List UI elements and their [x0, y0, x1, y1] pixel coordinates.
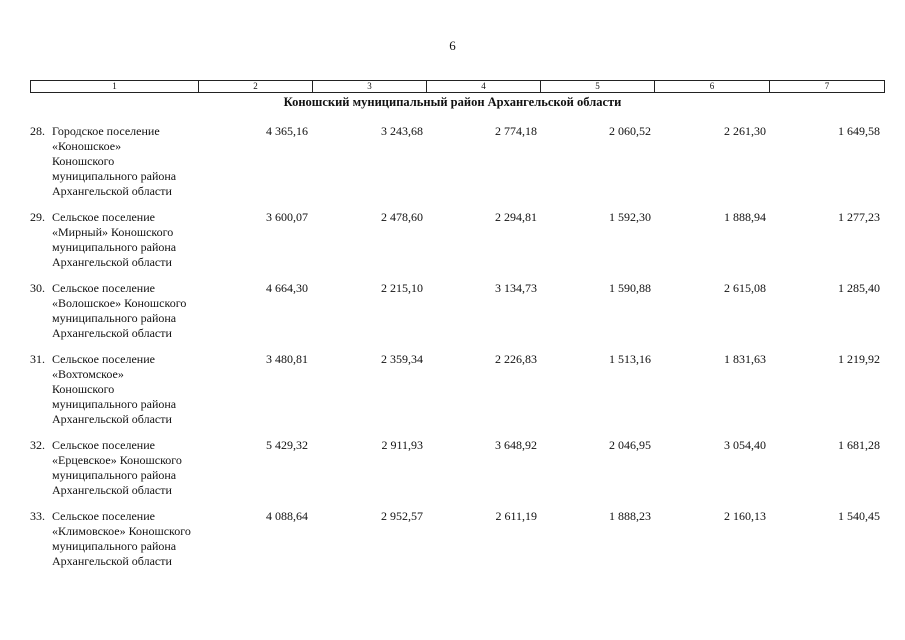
table-row: [30, 281, 884, 341]
value-col-7: 1 277,23: [838, 210, 880, 224]
settlement-name-line: муниципального района: [52, 240, 177, 254]
table-row: [30, 210, 884, 270]
value-col-4: 2 611,19: [495, 509, 537, 523]
value-col-2: 4 088,64: [266, 509, 308, 523]
settlement-name-line: «Волошское» Коношского: [52, 296, 187, 310]
settlement-name-line: Сельское поселение: [52, 438, 155, 452]
row-number: 28.: [30, 124, 45, 138]
value-col-3: 2 911,93: [381, 438, 423, 452]
table-row: [30, 124, 884, 199]
settlement-name-line: муниципального района: [52, 397, 177, 411]
row-number: 32.: [30, 438, 45, 452]
value-col-3: 2 215,10: [381, 281, 423, 295]
settlement-name-line: Архангельской области: [52, 326, 172, 340]
settlement-name-line: «Вохтомское»: [52, 367, 124, 381]
value-col-3: 3 243,68: [381, 124, 423, 138]
row-number: 30.: [30, 281, 45, 295]
column-header: 1: [31, 81, 199, 93]
value-col-6: 2 261,30: [724, 124, 766, 138]
value-col-5: 1 513,16: [609, 352, 651, 366]
settlement-name-line: муниципального района: [52, 539, 177, 553]
settlement-name-line: Сельское поселение: [52, 210, 155, 224]
value-col-5: 1 592,30: [609, 210, 651, 224]
value-col-5: 2 046,95: [609, 438, 651, 452]
settlement-name: [52, 210, 214, 270]
settlement-name-line: Архангельской области: [52, 184, 172, 198]
settlement-name-line: Сельское поселение: [52, 281, 155, 295]
table-row: [30, 438, 884, 498]
settlement-name-line: Архангельской области: [52, 412, 172, 426]
settlement-name-line: Городское поселение: [52, 124, 160, 138]
settlement-name-line: Коношского: [52, 382, 115, 396]
value-col-2: 3 480,81: [266, 352, 308, 366]
column-header: 5: [541, 81, 655, 93]
value-col-4: 2 226,83: [495, 352, 537, 366]
value-col-6: 2 615,08: [724, 281, 766, 295]
value-col-5: 1 590,88: [609, 281, 651, 295]
value-col-7: 1 540,45: [838, 509, 880, 523]
value-col-7: 1 649,58: [838, 124, 880, 138]
value-col-3: 2 478,60: [381, 210, 423, 224]
region-title: Коношский муниципальный район Архангельской области: [283, 95, 622, 109]
settlement-name: [52, 438, 214, 498]
settlement-name-line: «Коношское»: [52, 139, 122, 153]
settlement-name-line: Коношского: [52, 154, 115, 168]
settlement-name-line: «Ерцевское» Коношского: [52, 453, 182, 467]
column-header: 7: [770, 81, 885, 93]
value-col-5: 2 060,52: [609, 124, 651, 138]
settlement-name-line: Архангельской области: [52, 255, 172, 269]
value-col-2: 4 664,30: [266, 281, 308, 295]
value-col-7: 1 219,92: [838, 352, 880, 366]
table-row: [30, 509, 884, 569]
row-number: 33.: [30, 509, 45, 523]
value-col-6: 1 831,63: [724, 352, 766, 366]
settlement-name-line: Сельское поселение: [52, 509, 155, 523]
value-col-7: 1 681,28: [838, 438, 880, 452]
settlement-name: [52, 509, 214, 569]
row-number: 29.: [30, 210, 45, 224]
settlement-name-line: муниципального района: [52, 311, 177, 325]
value-col-6: 3 054,40: [724, 438, 766, 452]
settlement-name-line: Сельское поселение: [52, 352, 155, 366]
value-col-4: 2 294,81: [495, 210, 537, 224]
column-header-table: [30, 80, 885, 93]
value-col-4: 3 134,73: [495, 281, 537, 295]
page-number: 6: [449, 38, 456, 53]
data-rows: [30, 124, 884, 580]
column-header: 6: [655, 81, 770, 93]
settlement-name: [52, 281, 214, 341]
settlement-name-line: «Мирный» Коношского: [52, 225, 174, 239]
settlement-name-line: Архангельской области: [52, 483, 172, 497]
value-col-2: 3 600,07: [266, 210, 308, 224]
settlement-name-line: муниципального района: [52, 169, 177, 183]
value-col-5: 1 888,23: [609, 509, 651, 523]
table-row: [30, 352, 884, 427]
value-col-4: 2 774,18: [495, 124, 537, 138]
settlement-name: [52, 352, 214, 427]
value-col-3: 2 952,57: [381, 509, 423, 523]
column-header: 3: [313, 81, 427, 93]
column-header-row: [31, 81, 885, 93]
settlement-name-line: «Климовское» Коношского: [52, 524, 191, 538]
column-header: 2: [199, 81, 313, 93]
value-col-7: 1 285,40: [838, 281, 880, 295]
settlement-name-line: Архангельской области: [52, 554, 172, 568]
row-number: 31.: [30, 352, 45, 366]
settlement-name-line: муниципального района: [52, 468, 177, 482]
column-header: 4: [427, 81, 541, 93]
value-col-2: 4 365,16: [266, 124, 308, 138]
settlement-name: [52, 124, 214, 199]
value-col-6: 1 888,94: [724, 210, 766, 224]
value-col-2: 5 429,32: [266, 438, 308, 452]
value-col-4: 3 648,92: [495, 438, 537, 452]
value-col-3: 2 359,34: [381, 352, 423, 366]
value-col-6: 2 160,13: [724, 509, 766, 523]
